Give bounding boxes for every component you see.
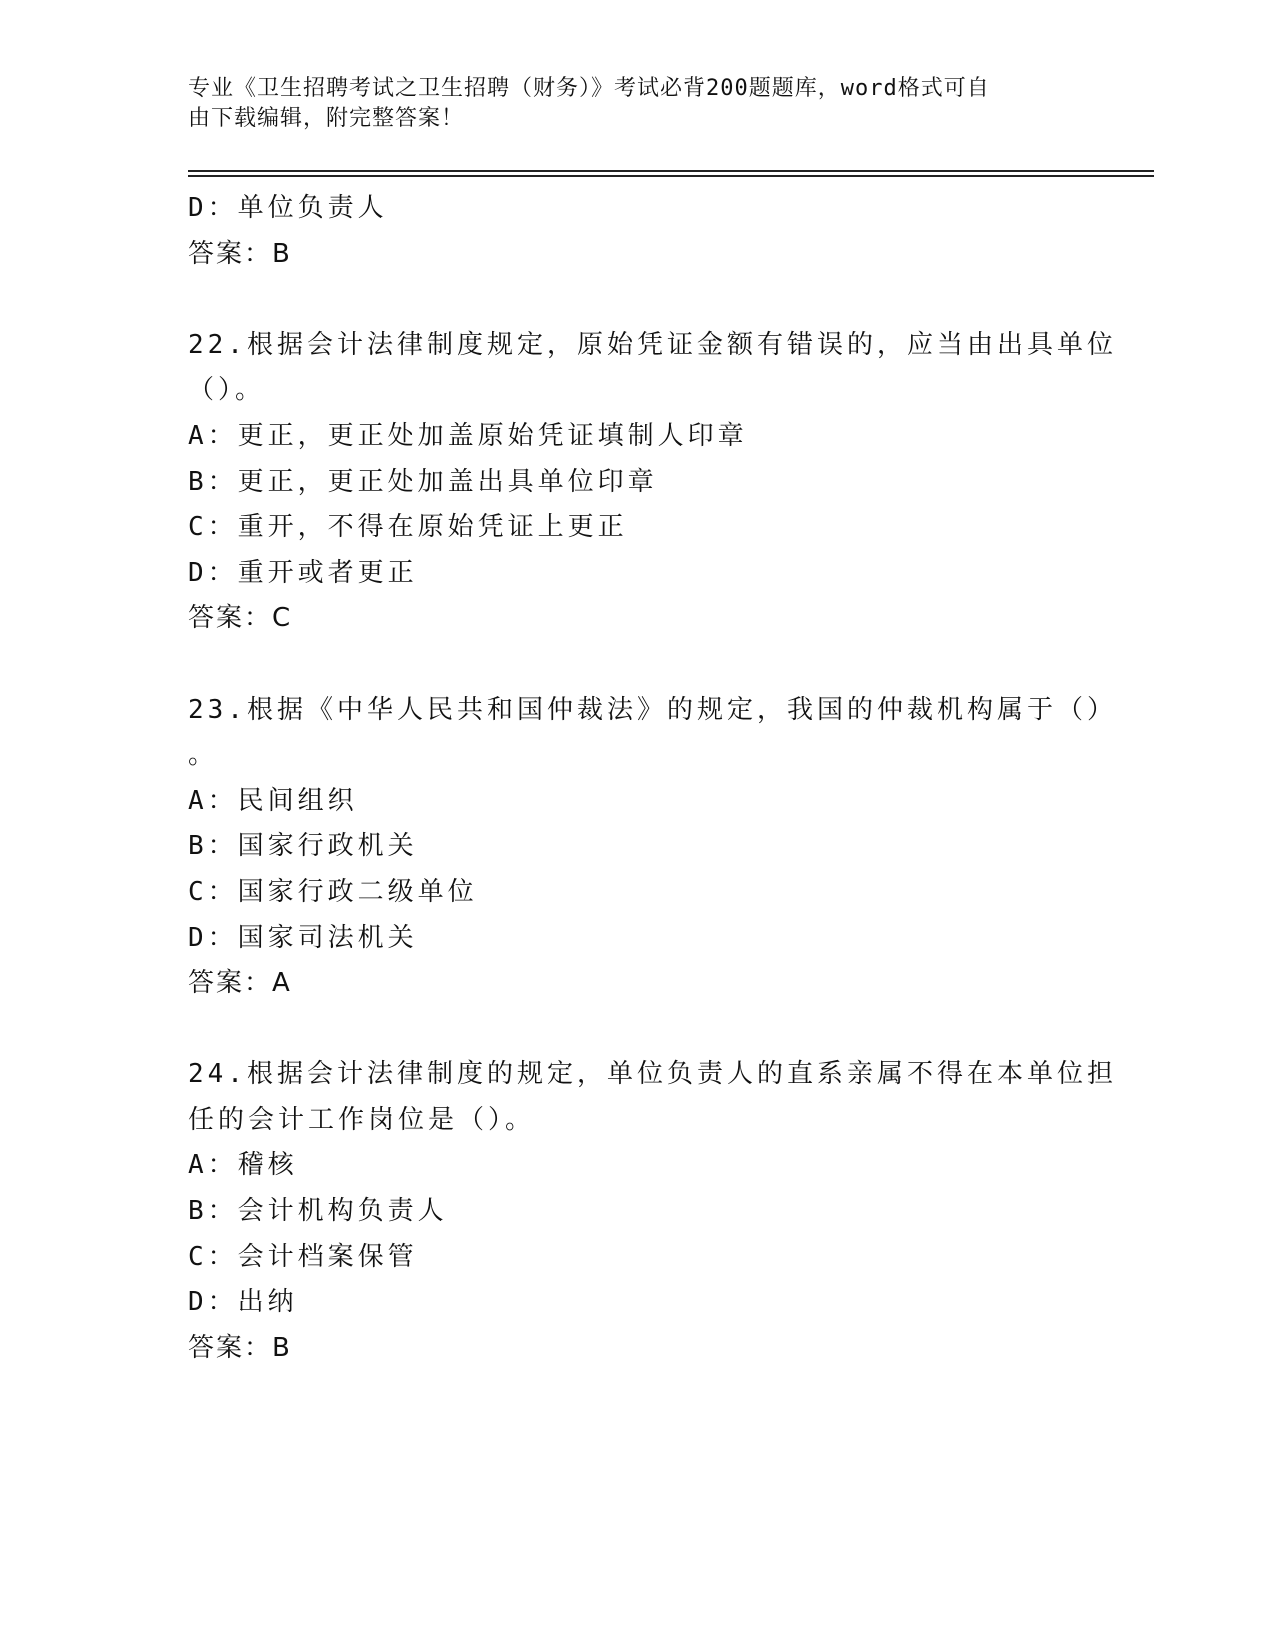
answer: 答案：B xyxy=(188,1332,292,1363)
spacer xyxy=(188,642,1088,688)
option-c: C：会计档案保管 xyxy=(188,1241,418,1272)
question-stem-line-1: 23.根据《中华人民共和国仲裁法》的规定，我国的仲裁机构属于（） xyxy=(188,694,1117,725)
option-d: D：重开或者更正 xyxy=(188,557,418,588)
option-c: C：重开，不得在原始凭证上更正 xyxy=(188,512,628,543)
option-b: B：会计机构负责人 xyxy=(188,1196,448,1227)
question-stem-line-2: 任的会计工作岗位是（）。 xyxy=(188,1104,536,1135)
question-23 xyxy=(188,688,1117,1007)
document-header xyxy=(188,74,1068,134)
answer: 答案：C xyxy=(188,603,293,634)
question-stem-line-1: 24.根据会计法律制度的规定，单位负责人的直系亲属不得在本单位担 xyxy=(188,1059,1117,1090)
spacer xyxy=(188,1007,1088,1053)
option-b: B：国家行政机关 xyxy=(188,831,418,862)
option-a: A：稽核 xyxy=(188,1150,298,1181)
answer: 答案：A xyxy=(188,968,292,999)
question-22 xyxy=(188,323,1117,642)
question-stem-line-2: （）。 xyxy=(188,375,266,406)
header-rule-top xyxy=(188,170,1154,172)
prev-option-d: D：单位负责人 xyxy=(188,193,388,223)
question-stem-line-1: 22.根据会计法律制度规定，原始凭证金额有错误的，应当由出具单位 xyxy=(188,329,1117,360)
option-d: D：国家司法机关 xyxy=(188,922,418,953)
question-content xyxy=(188,186,1117,1371)
question-stem-line-2: 。 xyxy=(188,740,219,771)
header-title-line-2: 由下载编辑，附完整答案！ xyxy=(188,106,465,131)
question-24 xyxy=(188,1052,1117,1371)
spacer xyxy=(188,277,1088,323)
prev-answer: 答案：B xyxy=(188,238,292,269)
header-title-line-1: 专业《卫生招聘考试之卫生招聘（财务）》考试必背200题题库，word格式可自 xyxy=(188,76,990,101)
option-a: A：更正，更正处加盖原始凭证填制人印章 xyxy=(188,420,748,451)
option-b: B：更正，更正处加盖出具单位印章 xyxy=(188,466,658,497)
option-a: A：民间组织 xyxy=(188,785,358,816)
option-c: C：国家行政二级单位 xyxy=(188,876,478,907)
option-d: D：出纳 xyxy=(188,1287,298,1318)
header-rule-bottom xyxy=(188,175,1154,177)
